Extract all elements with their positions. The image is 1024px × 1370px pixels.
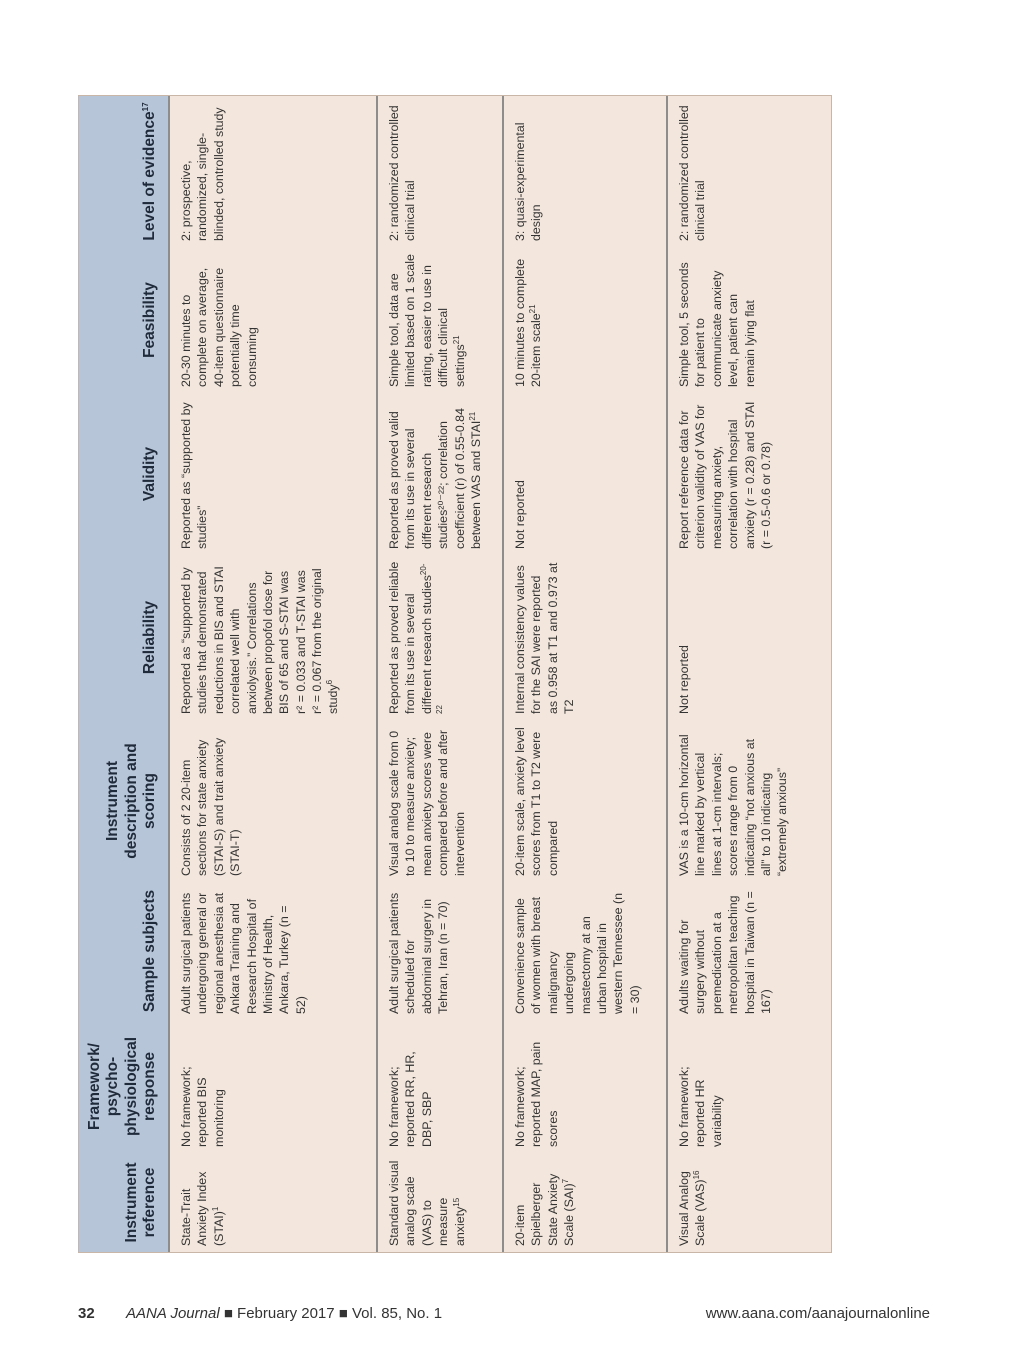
table-header-row: [79, 96, 169, 1252]
header-level-of-evidence-ref: 17: [141, 102, 151, 112]
cell-instrument: [503, 1153, 667, 1252]
table-row: [169, 96, 377, 1252]
cell-reliability: [169, 555, 377, 720]
header-framework: Framework/ psycho- physiological response: [79, 1020, 169, 1153]
page-footer: [78, 1305, 930, 1327]
cell-ref: 16: [692, 1170, 702, 1180]
cell-sample: Adult surgical patients scheduled for abdominal surgery in Tehran, Iran (n = 70): [387, 892, 451, 1014]
cell-instrument-text: 20-item Spielberger State Anxiety Scale (SAI): [513, 1173, 577, 1246]
cell-instrument: [667, 1153, 831, 1252]
cell-evidence: 2: prospective, randomized, single-blinded, controlled study: [179, 107, 226, 241]
table-row: [377, 96, 503, 1252]
cell-feasibility-text: 10 minutes to complete 20-item scale: [513, 258, 544, 387]
header-sample-subjects: Sample subjects: [79, 882, 169, 1020]
cell-ref: 7: [561, 1178, 571, 1184]
page-number: 32: [78, 1305, 95, 1322]
cell-ref: 21: [451, 335, 461, 345]
cell-sample: Adults waiting for surgery without premedication at a metropolitan teaching hospital in Taiwan (n = 167): [677, 891, 773, 1014]
cell-description: Visual analog scale from 0 to 10 to measure anxiety; mean anxiety scores were compared before and after intervention: [387, 729, 467, 876]
journal-citation: [126, 1305, 442, 1322]
cell-ref: 21: [467, 411, 477, 421]
cell-validity: Reported as “supported by studies”: [179, 402, 210, 549]
cell-feasibility: [503, 247, 667, 393]
cell-ref: 20-22: [418, 563, 445, 714]
instrument-table: [79, 96, 831, 1252]
cell-framework: No framework; reported RR, HR, DBP, SBP: [387, 1051, 434, 1147]
cell-validity: Report reference data for criterion validity of VAS for measuring anxiety, correlation with hospital anxiety (r = 0.28) and STAI (r = 0.5-0.6 or 0.78): [677, 401, 773, 549]
cell-ref: 6: [325, 679, 335, 685]
cell-description: 20-item scale, anxiety level scores from T1 to T2 were compared: [513, 727, 560, 876]
header-description-scoring: Instrument description and scoring: [79, 720, 169, 882]
cell-instrument-text: Visual Analog Scale (VAS): [677, 1171, 708, 1246]
cell-framework: No framework; reported MAP, pain scores: [513, 1041, 560, 1147]
cell-evidence: 3: quasi-experimental design: [513, 122, 544, 241]
cell-instrument-text: Standard visual analog scale (VAS) to measure anxiety: [387, 1160, 467, 1246]
cell-reliability-text: Reported as “supported by studies that demonstrated reductions in BIS and STAI correlated well with anxiolysis.” Correlations between propofol dose for BIS of 65 and S-STAI was r² = 0.033 and T-STAI was r² = 0.067 from the original study: [179, 566, 341, 714]
cell-reliability: [377, 555, 503, 720]
cell-sample: Convenience sample of women with breast malignancy undergoing mastectomy at an urban hospital in western Tennessee (n = 30): [513, 893, 642, 1014]
cell-ref: 21: [528, 304, 538, 314]
cell-ref: 1: [210, 1206, 220, 1212]
table-rotator: [79, 96, 831, 1252]
cell-ref: 15: [451, 1197, 461, 1207]
rotated-table-panel: [78, 95, 832, 1253]
table-row: [667, 96, 831, 1252]
cell-reliability-text: Reported as proved reliable from its use in several different research studies: [387, 561, 434, 714]
cell-instrument: [169, 1153, 377, 1252]
header-feasibility: Feasibility: [79, 247, 169, 393]
cell-description: VAS is a 10-cm horizontal line marked by vertical lines at 1-cm intervals; scores range from 0 indicating “not anxious at all” to 10 indicating “extremely anxious”: [677, 734, 790, 876]
cell-description: Consists of 2 20-item sections for state anxiety (STAI-S) and trait anxiety (STAI-T): [179, 737, 243, 876]
cell-framework: No framework; reported HR variability: [677, 1066, 724, 1147]
header-reliability: Reliability: [79, 555, 169, 720]
header-validity: Validity: [79, 393, 169, 555]
cell-validity-text: Reported as proved valid from its use in several different research studies²⁰⁻²²; correlation coefficient (r) of 0.55-0.84 between VAS and STAI: [387, 408, 483, 549]
cell-validity: [377, 393, 503, 555]
cell-sample: Adult surgical patients undergoing general or regional anesthesia at Ankara Training and Research Hospital of Ministry of Health, Ankara, Turkey (n = 52): [179, 892, 308, 1014]
cell-reliability: Internal consistency values for the SAI were reported as 0.958 at T1 and 0.973 at T2: [513, 562, 577, 714]
cell-feasibility: 20-30 minutes to complete on average, 40-item questionnaire potentially time consuming: [179, 267, 259, 387]
header-level-of-evidence-label: Level of evidence: [141, 111, 159, 241]
cell-instrument: [377, 1153, 503, 1252]
journal-issue: ■ February 2017 ■ Vol. 85, No. 1: [223, 1305, 443, 1322]
header-level-of-evidence: [79, 96, 169, 247]
cell-feasibility: [377, 247, 503, 393]
cell-reliability: Not reported: [677, 645, 691, 714]
table-row: [503, 96, 667, 1252]
cell-feasibility-text: Simple tool, data are limited based on 1 scale rating, easier to use in difficult clinical settings: [387, 254, 467, 387]
cell-validity: Not reported: [513, 480, 527, 549]
header-instrument-reference: Instrument reference: [79, 1153, 169, 1252]
cell-feasibility: Simple tool, 5 seconds for patient to communicate anxiety level, patient can remain lying flat: [677, 262, 757, 387]
cell-evidence: 2: randomized controlled clinical trial: [387, 105, 418, 241]
journal-url: www.aana.com/aanajournalonline: [705, 1305, 930, 1322]
cell-instrument-text: State-Trait Anxiety Index (STAI): [179, 1171, 226, 1246]
cell-evidence: 2: randomized controlled clinical trial: [677, 105, 708, 241]
journal-name: AANA Journal: [126, 1305, 220, 1322]
cell-framework: No framework; reported BIS monitoring: [179, 1066, 226, 1147]
